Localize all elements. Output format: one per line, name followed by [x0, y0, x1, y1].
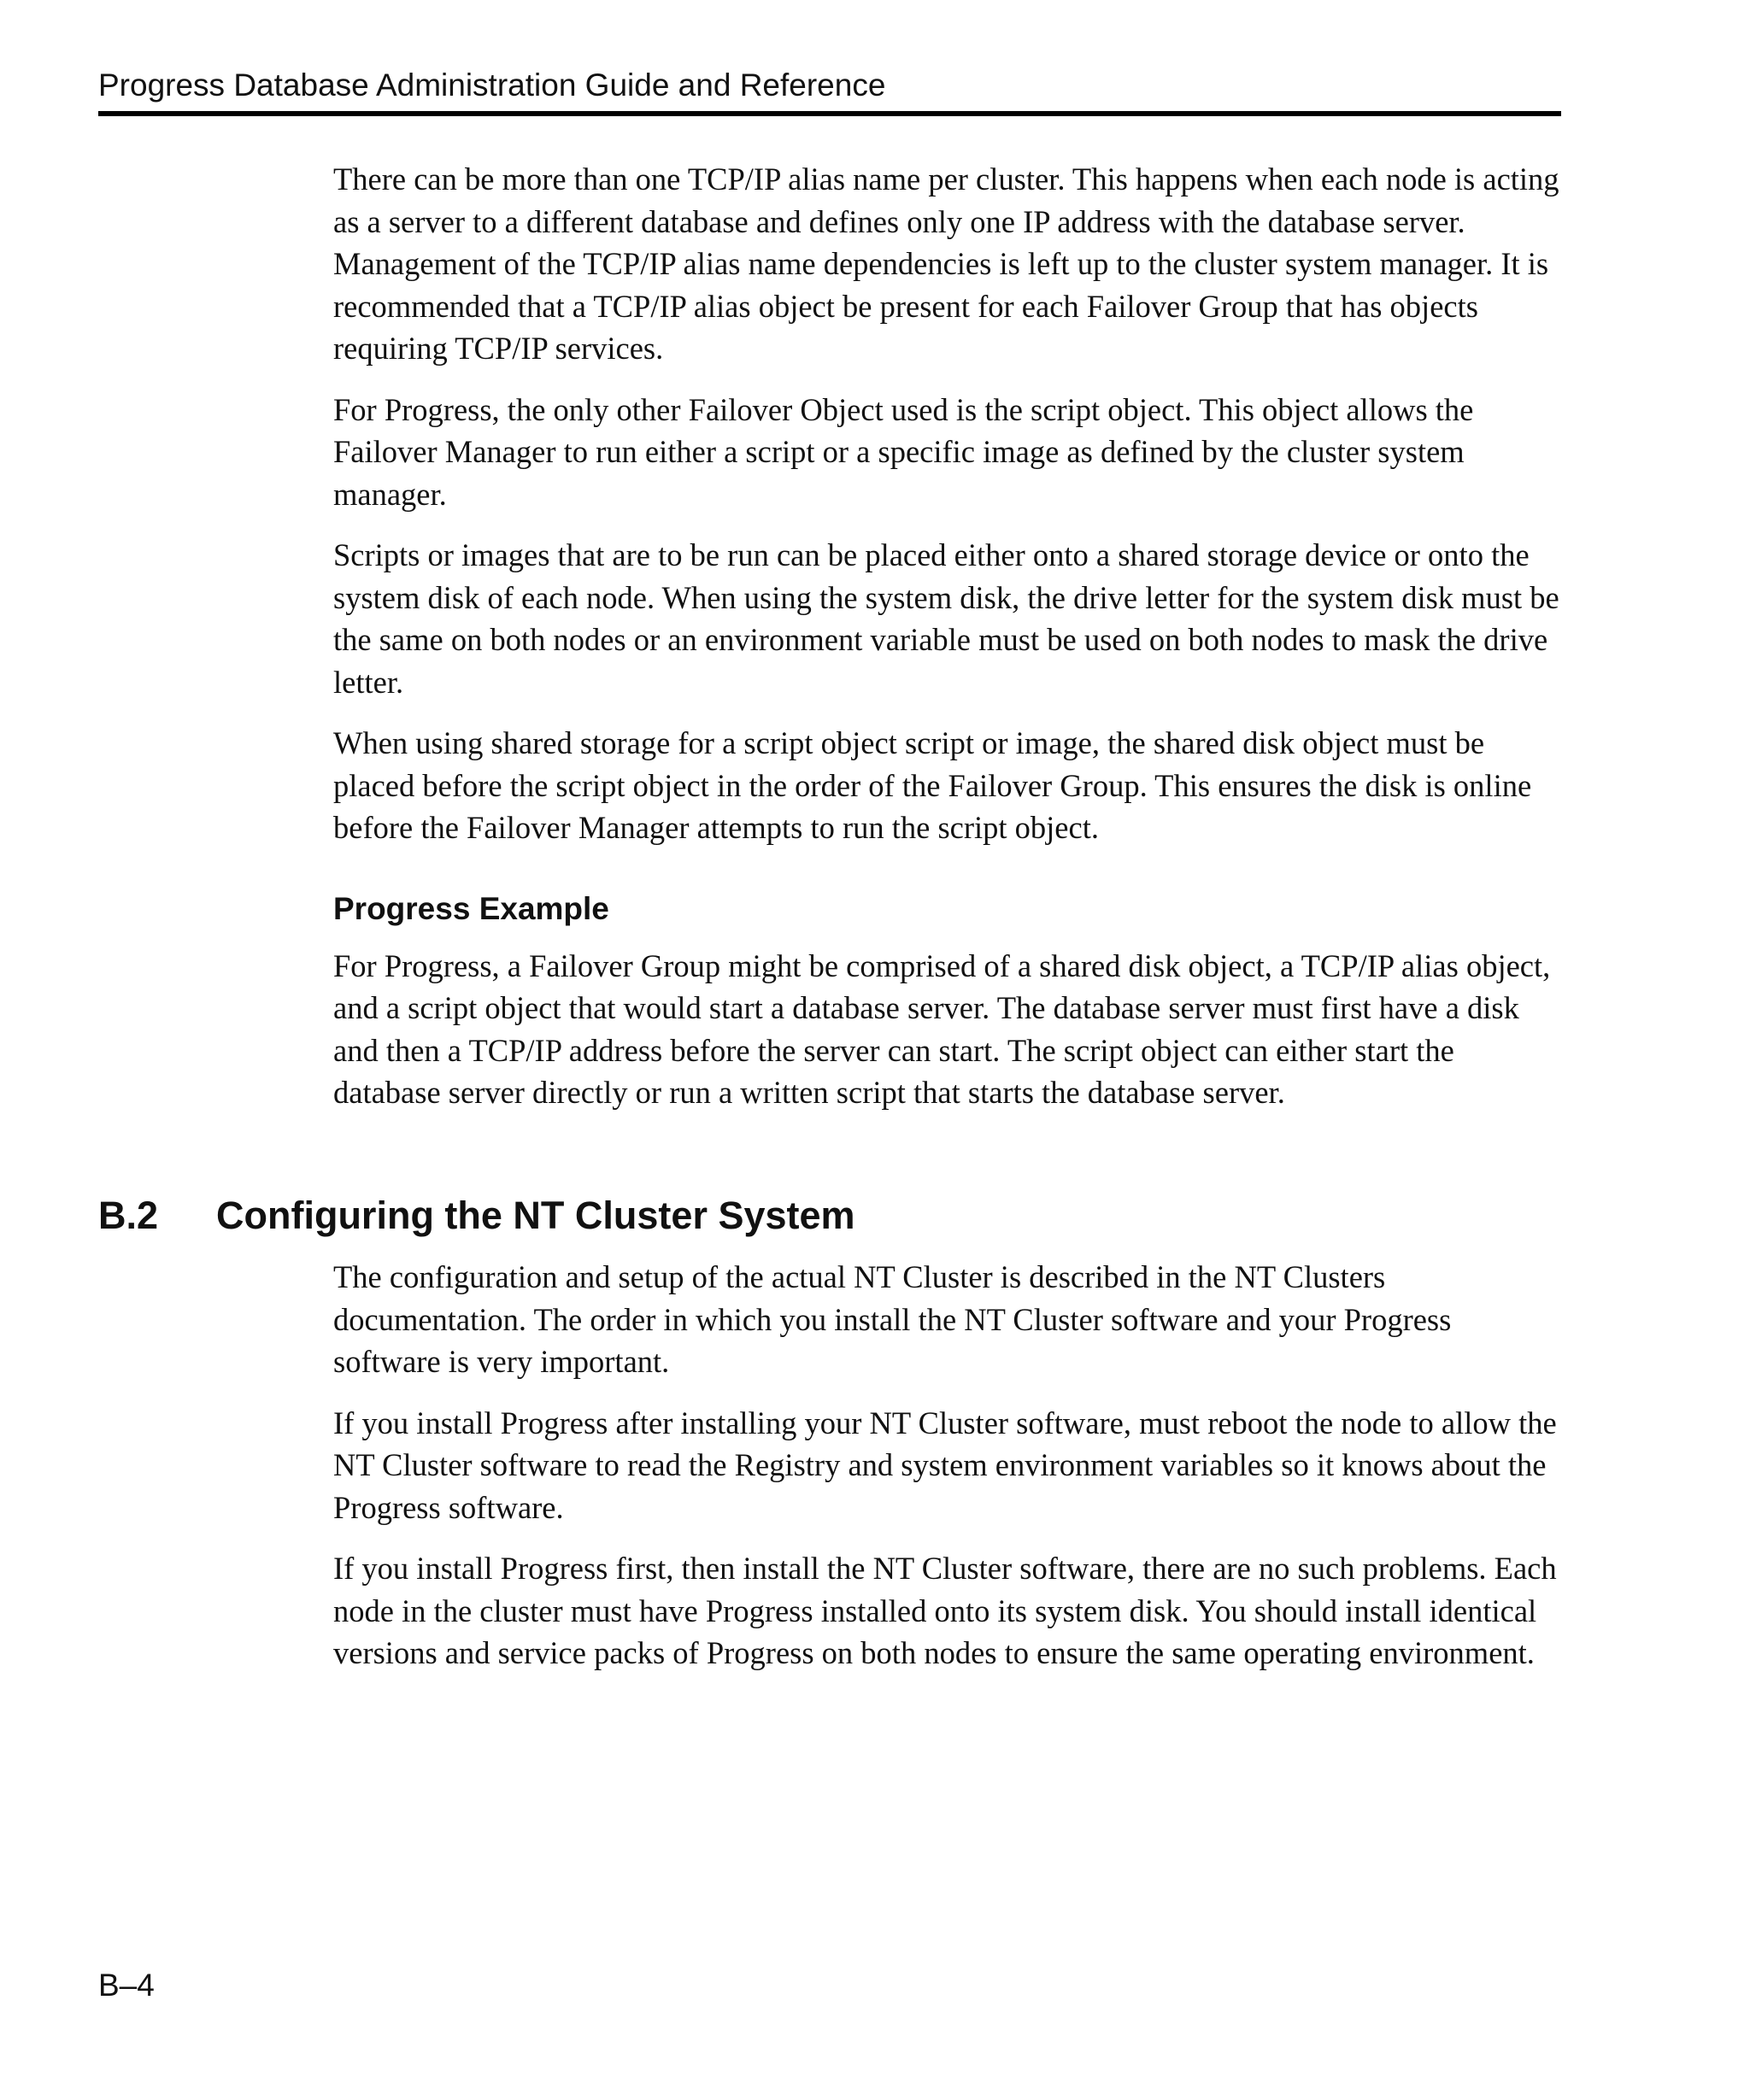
body-text-section [333, 1256, 1564, 1693]
header-rule [98, 111, 1561, 116]
paragraph-install-after: If you install Progress after installing your NT Cluster software, must reboot the node to allow the NT Cluster software to read the Registry and system environment variables so it knows about the Progress software. [333, 1405, 1557, 1525]
body-text-top [333, 158, 1564, 1133]
subheading-progress-example: Progress Example [333, 890, 609, 926]
page-number: B–4 [98, 1968, 155, 2003]
section-number: B.2 [98, 1194, 159, 1237]
paragraph-script-object: For Progress, the only other Failover Object used is the script object. This object allows the Failover Manager to run either a script or a specific image as defined by the cluster system manager. [333, 391, 1474, 512]
paragraph-tcpip-alias: There can be more than one TCP/IP alias name per cluster. This happens when each node is acting as a server to a different database and defines only one IP address with the database server. Management of the TCP/IP alias name dependencies is left up to the cluster system manager. It is recommended that a TCP/IP alias object be present for each Failover Group that has objects requiring TCP/IP services. [333, 161, 1559, 366]
paragraph-progress-example: For Progress, a Failover Group might be comprised of a shared disk object, a TCP/IP alias object, and a script object that would start a database server. The database server must first have a disk and then a TCP/IP address before the server can start. The script object can either start the database server directly or run a written script that starts the database server. [333, 947, 1551, 1110]
paragraph-shared-storage: When using shared storage for a script object script or image, the shared disk object must be placed before the script object in the order of the Failover Group. This ensures the disk is online before the Failover Manager attempts to run the script object. [333, 725, 1532, 845]
section-heading [98, 1192, 1561, 1240]
section-title: Configuring the NT Cluster System [216, 1194, 855, 1237]
paragraph-configuration-setup: The configuration and setup of the actual NT Cluster is described in the NT Clusters documentation. The order in which you install the NT Cluster software and your Progress software is very important. [333, 1259, 1452, 1379]
paragraph-install-first: If you install Progress first, then install the NT Cluster software, there are no such problems. Each node in the cluster must have Progress installed onto its system disk. You should install identical versions and service packs of Progress on both nodes to ensure the same operating environment. [333, 1551, 1557, 1670]
running-header: Progress Database Administration Guide and Reference [98, 67, 886, 103]
paragraph-scripts-images: Scripts or images that are to be run can be placed either onto a shared storage device or onto the system disk of each node. When using the system disk, the drive letter for the system disk must be the same on both nodes or an environment variable must be used on both nodes to mask the drive letter. [333, 537, 1559, 700]
